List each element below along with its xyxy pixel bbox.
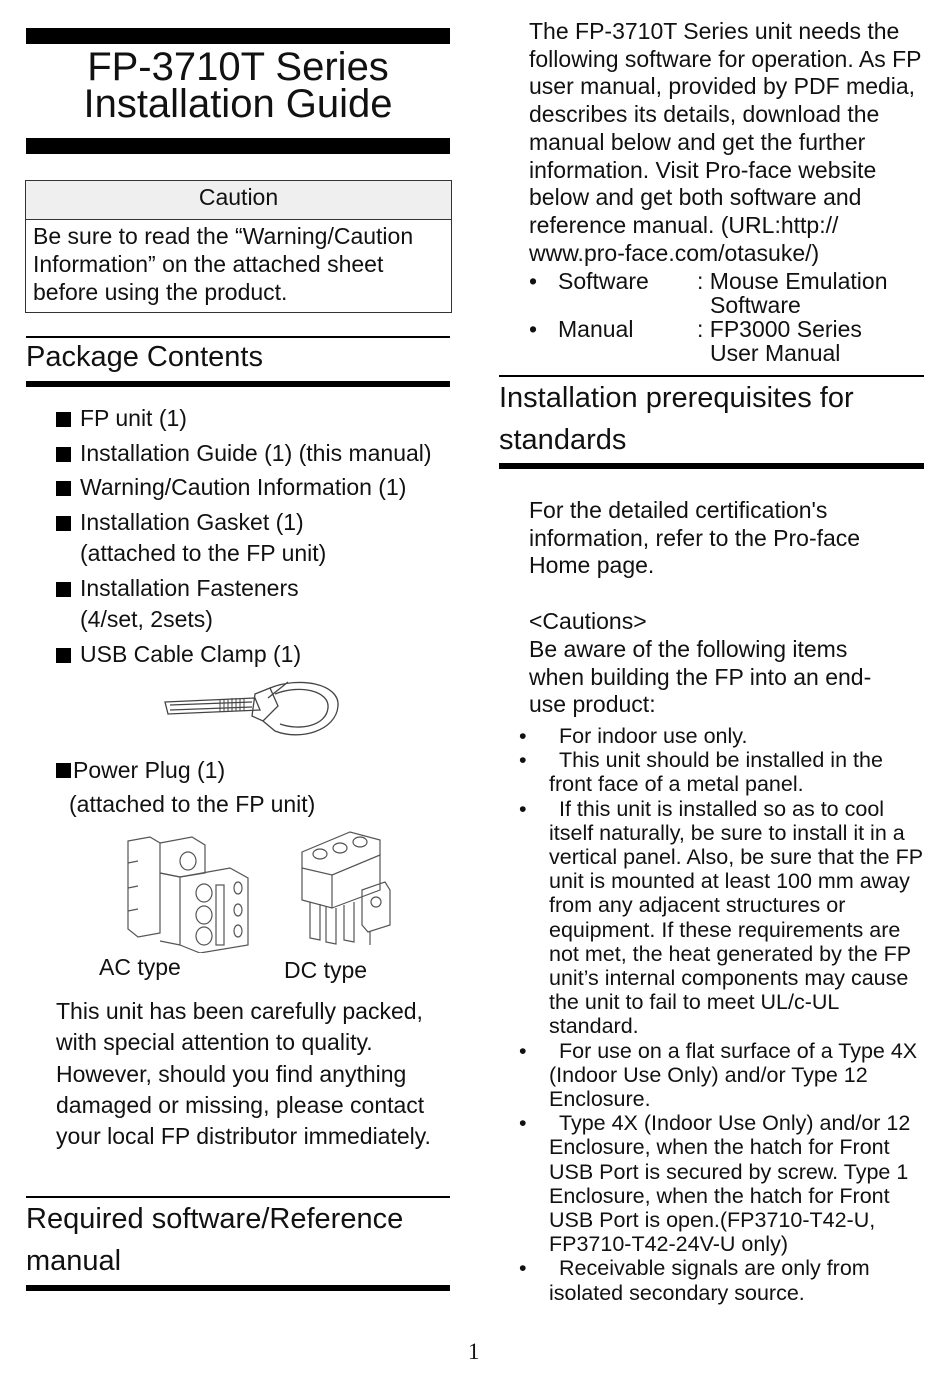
title-line-1: FP-3710T Series (87, 45, 389, 89)
cautions-label: <Cautions> (529, 608, 647, 634)
certification-info: For the detailed certification's information, refer to the Pro-face Home page. (529, 497, 861, 579)
power-plug-label: Power Plug (1) (73, 757, 226, 783)
square-bullet-icon (56, 582, 71, 597)
bullet-icon: • (519, 796, 527, 821)
square-bullet-icon (56, 516, 71, 531)
list-item: FP unit (1) (56, 403, 432, 435)
usb-cable-clamp-illustration (160, 676, 345, 744)
bullet-icon: • (519, 724, 527, 748)
software-label: Software (558, 268, 649, 294)
required-software-bottom-rule (26, 1285, 450, 1291)
power-plug-item (56, 753, 315, 821)
bullet-icon: • (519, 748, 527, 773)
title-top-rule (26, 28, 450, 44)
list-item: • This unit should be installed in the front face of a metal panel. (519, 748, 883, 797)
packing-note: This unit has been carefully packed, with special attention to quality. However, should you find anything damaged or missing, please contact your local FP distributor immediately. (56, 998, 431, 1150)
package-contents-heading: Package Contents (26, 341, 263, 373)
list-item: • Receivable signals are only from isolated secondary source. (519, 1256, 870, 1305)
square-bullet-icon (56, 763, 71, 778)
list-item: Warning/Caution Information (1) (56, 472, 432, 504)
ac-type-label: AC type (99, 954, 181, 980)
list-item: • Type 4X (Indoor Use Only) and/or 12 Enclosure, when the hatch for Front USB Port is secured by screw. Type 1 Enclosure, when the hatch for Front USB Port is open.(FP3710-T42-U, FP3710-T42-24V-U only) (519, 1111, 911, 1257)
list-item: USB Cable Clamp (1) (56, 639, 432, 671)
cautions-intro: Be aware of the following items when building the FP into an end-use product: (529, 636, 872, 718)
ac-power-plug-illustration (120, 833, 255, 953)
manual-label: Manual (558, 316, 634, 342)
list-item: Installation Guide (1) (this manual) (56, 438, 432, 470)
package-contents-bottom-rule (26, 381, 450, 387)
bullet-icon: • (519, 1111, 527, 1136)
list-item: • For indoor use only. (519, 724, 748, 748)
prereq-bottom-rule (499, 463, 924, 469)
list-item: Installation Gasket (1) (attached to the FP unit) (56, 507, 432, 570)
required-software-heading: Required software/Reference manual (26, 1203, 404, 1277)
dc-type-label: DC type (284, 957, 368, 983)
caution-box (25, 180, 452, 313)
caution-body: Be sure to read the “Warning/Caution Information” on the attached sheet before using the product. (33, 223, 414, 305)
title-bottom-rule (26, 138, 450, 154)
bullet-icon: • (529, 316, 538, 342)
bullet-icon: • (519, 1256, 527, 1281)
page-number: 1 (468, 1339, 480, 1364)
bullet-icon: • (529, 268, 538, 294)
list-item: • For use on a flat surface of a Type 4X (Indoor Use Only) and/or Type 12 Enclosure. (519, 1038, 918, 1112)
dc-power-plug-illustration (290, 830, 405, 950)
list-item: Installation Fasteners (4/set, 2sets) (56, 573, 432, 636)
square-bullet-icon (56, 648, 71, 663)
package-contents-list (56, 403, 432, 673)
prereq-heading: Installation prerequisites for standards (499, 382, 854, 456)
required-software-intro: The FP-3710T Series unit needs the following software for operation. As FP user manual, provided by PDF media, describes its details, download the manual below and get the further information. Visit Pro-face website below and get both software and reference manual. (URL:http:// www.pro-face.com/otasuke/) (529, 18, 922, 266)
power-plug-note: (attached to the FP unit) (69, 791, 316, 817)
document-title (26, 45, 450, 126)
square-bullet-icon (56, 447, 71, 462)
cautions-list (519, 724, 929, 1305)
software-value: : Mouse Emulation (697, 268, 888, 294)
title-line-2: Installation Guide (83, 82, 393, 126)
caution-heading: Caution (26, 181, 451, 220)
manual-value: : FP3000 Series (697, 316, 862, 342)
list-item: • If this unit is installed so as to cool itself naturally, be sure to install it in a vertical panel. Also, be sure that the FP unit is mounted at least 100 mm away from any adjacent structures or equipment. If these requirements are not met, the heat generated by the FP unit’s internal components may cause the unit to fail to meet UL/c-UL standard. (519, 796, 923, 1039)
square-bullet-icon (56, 412, 71, 427)
bullet-icon: • (519, 1038, 527, 1063)
square-bullet-icon (56, 481, 71, 496)
